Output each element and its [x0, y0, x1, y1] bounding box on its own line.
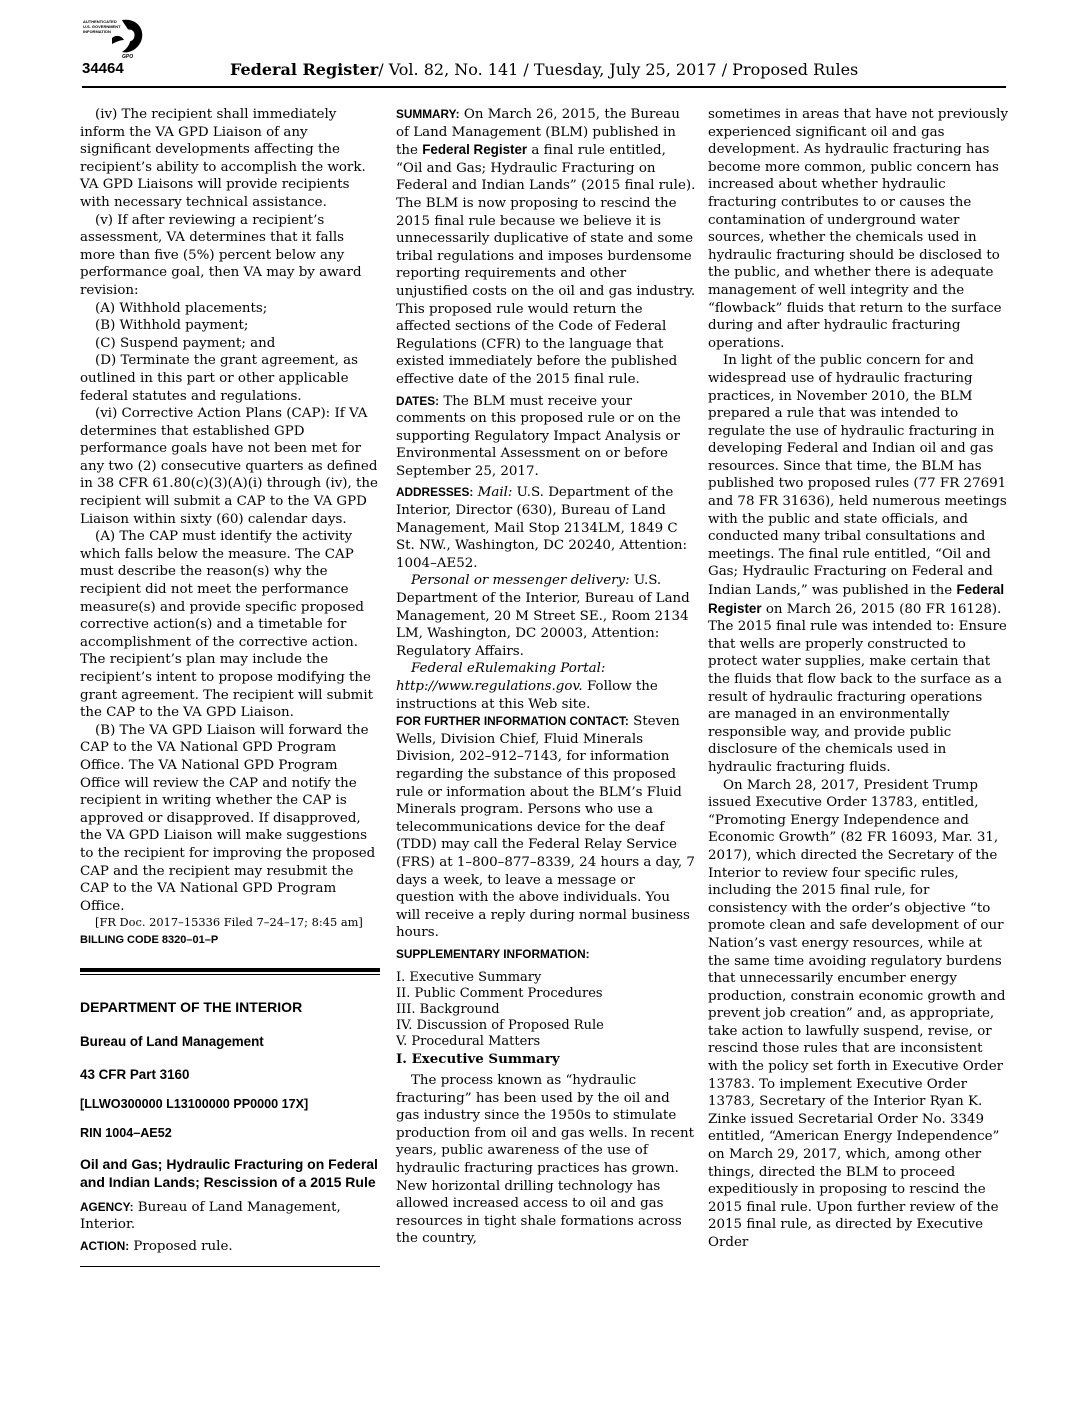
summary-label: SUMMARY:	[396, 107, 460, 121]
agency-line	[80, 1199, 380, 1234]
bureau-heading: Bureau of Land Management	[80, 1033, 264, 1049]
gpo-eagle-seal-icon	[82, 16, 148, 60]
dates-paragraph	[396, 393, 696, 481]
divider-thick	[80, 968, 380, 972]
portal-text: Follow the instructions at this Web site.	[396, 679, 658, 712]
contact-label: FOR FURTHER INFORMATION CONTACT:	[396, 714, 629, 729]
paragraph: (iv) The recipient shall immediately inform the VA GPD Liaison of any significant developments affecting the recipient’s ability to accomplish the work. VA GPD Liaisons will provide recipients with necessary technical assistance.	[80, 107, 366, 210]
supplementary-label	[396, 946, 696, 964]
paragraph: (C) Suspend payment; and	[95, 335, 276, 351]
paragraph: (A) The CAP must identify the activity which falls below the measure. The CAP must describe the reason(s) why the recipient did not meet the performance measure(s) and provide specific proposed corrective action(s) and a timetable for accomplishment of the corrective action. The recipient’s plan may include the recipient’s intent to propose modifying the grant agreement. The recipient will submit the CAP to the VA GPD Liaison.	[80, 529, 374, 721]
paragraph: (B) The VA GPD Liaison will forward the CAP to the VA National GPD Program Office. The VA National GPD Program Office will review the CAP and notify the recipient in writing whether the CAP is approved or disapproved. If disapproved, the VA GPD Liaison will make suggestions to the recipient for improving the proposed CAP and the recipient may resubmit the CAP to the VA National GPD Program Office.	[80, 722, 376, 914]
cfr-part-heading: 43 CFR Part 3160	[80, 1067, 190, 1083]
action-text: Proposed rule.	[133, 1239, 233, 1255]
paragraph: (A) Withhold placements;	[95, 300, 268, 316]
federal-register-ref: Federal Register	[708, 582, 1005, 616]
paragraph: On March 28, 2017, President Trump issued Executive Order 13783, entitled, “Promoting Energy Independence and Economic Growth” (82 FR 16093, Mar. 31, 2017), which directed the Secretary of the Interior to review four specific rules, including the 2015 final rule, for consistency with the order’s objective “to promote clean and safe development of our Nation’s vast energy resources, while at the same time avoiding regulatory burdens that unnecessarily encumber energy production, constrain economic growth and prevent job creation” and, as appropriate, take action to lawfully suspend, revise, or rescind those rules that are inconsistent with the policy set forth in Executive Order 13783. To implement Executive Order 13783, Secretary of the Interior Ryan K. Zinke issued Secretarial Order No. 3349 entitled, “American Energy Independence” on March 29, 2017, which, among other things, directed the BLM to proceed expeditiously in proposing to rescind the 2015 final rule. Upon further review of the 2015 final rule, as directed by Executive Order	[708, 777, 1006, 1250]
dates-text: The BLM must receive your comments on this proposed rule or on the supporting Regulatory Impact Analysis or Environmental Assessment on or before September 25, 2017.	[396, 393, 681, 479]
docket-number: [LLWO300000 L13100000 PP0000 17X]	[80, 1096, 309, 1111]
toc-item: V. Procedural Matters	[396, 1034, 541, 1050]
rin-number: RIN 1004–AE52	[80, 1126, 172, 1141]
agency-text: Bureau of Land Management, Interior.	[80, 1199, 341, 1233]
column-2	[396, 106, 696, 1248]
addresses-label: ADDRESSES:	[396, 485, 474, 500]
toc-item: III. Background	[396, 1001, 500, 1017]
mail-text: U.S. Department of the Interior, Director (630), Bureau of Land Management, Mail Stop 2134LM, 1849 C St. NW., Washington, DC 20240, Attention: 1004–AE52.	[396, 485, 688, 571]
summary-paragraph	[396, 106, 696, 389]
issue-info: / Vol. 82, No. 141 / Tuesday, July 25, 2017 / Proposed Rules	[378, 60, 859, 79]
delivery-label: Personal or messenger delivery:	[411, 573, 630, 589]
department-heading: DEPARTMENT OF THE INTERIOR	[80, 998, 303, 1015]
gpo-logo	[82, 16, 148, 60]
supplementary-label-text: SUPPLEMENTARY INFORMATION:	[396, 946, 590, 961]
exec-summary-paragraph: The process known as “hydraulic fracturing” has been used by the oil and gas industry since the 1950s to stimulate production from oil and gas wells. In recent years, public awareness of the use of hydraulic fracturing practices has grown. New horizontal drilling technology has allowed increased access to oil and gas resources in tight shale formations across the country,	[396, 1073, 694, 1247]
divider-thin	[80, 974, 380, 975]
action-line	[80, 1238, 380, 1256]
paragraph-text: In light of the public concern for and widespread use of hydraulic fracturing practices, in November 2010, the BLM prepared a rule that was intended to regulate the use of hydraulic fracturing in developing Federal and Indian oil and gas resources. Since that time, the BLM has published two proposed rules (77 FR 27691 and 78 FR 31636), held numerous meetings with the public and state officials, and conducted many tribal consultations and meetings. The final rule entitled, “Oil and Gas; Hydraulic Fracturing on Federal and Indian Lands,” was published in the	[708, 353, 1007, 599]
portal-paragraph	[396, 660, 696, 713]
action-label: ACTION:	[80, 1239, 130, 1254]
paragraph: sometimes in areas that have not previously experienced significant oil and gas development. As hydraulic fracturing has become more common, public concern has increased about whether hydraulic fracturing contributes to or causes the contamination of underground water sources, whether the chemicals used in hydraulic fracturing should be disclosed to the public, and whether there is adequate management of well integrity and the “flowback” fluids that return to the surface during and after hydraulic fracturing operations.	[708, 107, 1009, 351]
header-citation	[230, 60, 858, 79]
dates-label: DATES:	[396, 393, 440, 408]
fr-doc-line: [FR Doc. 2017–15336 Filed 7–24–17; 8:45 am]	[95, 915, 363, 930]
delivery-text: U.S. Department of the Interior, Bureau of Land Management, 20 M Street SE., Room 2134 LM, Washington, DC 20003, Attention: Regulatory Affairs.	[396, 573, 690, 659]
section-heading: I. Executive Summary	[396, 1050, 560, 1067]
svg-text:GPO: GPO	[122, 54, 134, 60]
summary-text-cont: a final rule entitled, “Oil and Gas; Hydraulic Fracturing on Federal and Indian Lands” (2015 final rule). The BLM is now proposing to rescind the 2015 final rule because we believe it is unnecessarily duplicative of state and some tribal regulations and imposes burdensome reporting requirements and other unjustified costs on the oil and gas industry. This proposed rule would return the affected sections of the Code of Federal Regulations (CFR) to the language that existed immediately before the published effective date of the 2015 final rule.	[396, 143, 696, 387]
svg-text:AUTHENTICATED: AUTHENTICATED	[83, 19, 117, 24]
rule-title: Oil and Gas; Hydraulic Fracturing on Federal and Indian Lands; Rescission of a 2015 Rule	[80, 1155, 378, 1190]
toc-item: IV. Discussion of Proposed Rule	[396, 1018, 604, 1034]
toc-item: I. Executive Summary	[396, 969, 542, 985]
paragraph: (v) If after reviewing a recipient’s assessment, VA determines that it falls more than five (5%) percent below any performance goal, then VA may by award revision:	[80, 212, 362, 298]
svg-text:INFORMATION: INFORMATION	[83, 29, 111, 34]
paragraph	[708, 352, 1008, 776]
portal-label: Federal eRulemaking Portal: http://www.regulations.gov.	[396, 661, 606, 694]
publication-name: Federal Register	[230, 60, 379, 79]
billing-code: BILLING CODE 8320–01–P	[80, 934, 219, 947]
column-3	[708, 106, 1008, 1252]
paragraph: (B) Withhold payment;	[95, 318, 249, 334]
column-1	[80, 106, 380, 1267]
addresses-paragraph	[396, 484, 696, 572]
svg-text:U.S. GOVERNMENT: U.S. GOVERNMENT	[83, 24, 121, 29]
toc-item: II. Public Comment Procedures	[396, 985, 603, 1001]
agency-label: AGENCY:	[80, 1199, 134, 1214]
mail-label: Mail:	[477, 485, 513, 501]
paragraph: (D) Terminate the grant agreement, as outlined in this part or other applicable federal statutes and regulations.	[80, 353, 359, 404]
paragraph-text-cont: on March 26, 2015 (80 FR 16128). The 2015 final rule was intended to: Ensure that wells are properly constructed to protect water supplies, make certain that the fluids that flow back to the surface as a result of hydraulic fracturing operations are managed in an environmentally responsible way, and provide public disclosure of the chemicals used in hydraulic fracturing fluids.	[708, 601, 1007, 775]
federal-register-ref: Federal Register	[422, 142, 528, 158]
delivery-paragraph	[396, 572, 696, 660]
contact-paragraph	[396, 713, 696, 942]
contact-text: Steven Wells, Division Chief, Fluid Minerals Division, 202–912–7143, for information regarding the substance of this proposed rule or information about the BLM’s Fluid Minerals program. Persons who use a telecommunications device for the deaf (TDD) may call the Federal Relay Service (FRS) at 1–800–877–8339, 24 hours a day, 7 days a week, to leave a message or question with the above individuals. You will receive a reply during normal business hours.	[396, 714, 695, 941]
column-end-rule	[80, 1266, 380, 1267]
table-of-contents	[396, 970, 696, 1051]
summary-text: On March 26, 2015, the Bureau of Land Management (BLM) published in the	[396, 107, 680, 159]
page-number: 34464	[82, 60, 124, 77]
running-header	[82, 58, 1006, 88]
paragraph: (vi) Corrective Action Plans (CAP): If VA determines that established GPD performance goals have not been met for any two (2) consecutive quarters as defined in 38 CFR 61.80(c)(3)(A)(i) through (iv), the recipient will submit a CAP to the VA GPD Liaison within sixty (60) calendar days.	[80, 406, 378, 527]
